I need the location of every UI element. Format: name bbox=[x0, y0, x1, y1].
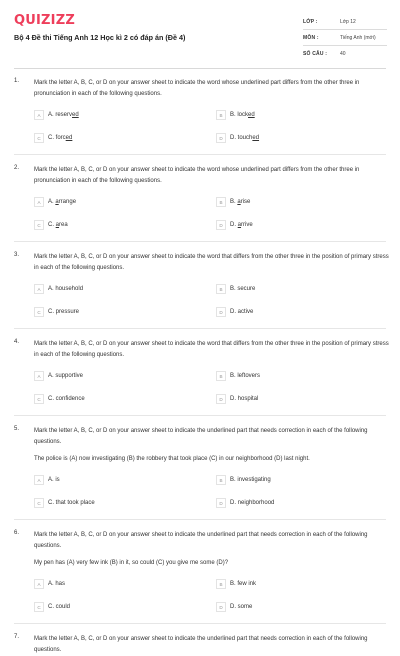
question-4 bbox=[0, 339, 400, 416]
option-letter-box: D bbox=[216, 394, 226, 404]
option-text bbox=[230, 373, 260, 379]
answer-option-d[interactable] bbox=[216, 307, 253, 317]
option-text bbox=[230, 309, 253, 315]
option-text-underlined: ed bbox=[72, 112, 79, 118]
answer-option-a[interactable] bbox=[34, 197, 76, 207]
option-letter-box: D bbox=[216, 602, 226, 612]
option-text bbox=[48, 112, 79, 118]
option-text bbox=[230, 396, 258, 402]
option-row bbox=[34, 278, 390, 301]
question-prompt: Mark the letter A, B, C, or D on your answer sheet to indicate the word whose underlined part differs from the other three in pronunciation in each of the following questions. bbox=[34, 80, 360, 97]
option-letter-box: C bbox=[34, 498, 44, 508]
option-text-pre: B. few ink bbox=[230, 581, 257, 587]
question-number: 2. bbox=[14, 165, 20, 171]
option-letter-box: A bbox=[34, 110, 44, 120]
option-text bbox=[230, 477, 271, 483]
option-text bbox=[230, 135, 259, 141]
answer-option-c[interactable] bbox=[34, 133, 72, 143]
answer-option-b[interactable] bbox=[216, 110, 255, 120]
option-text bbox=[230, 112, 255, 118]
option-letter-box: D bbox=[216, 133, 226, 143]
question-separator bbox=[14, 519, 386, 520]
option-text-pre: A. reserv bbox=[48, 112, 73, 118]
question-prompt: Mark the letter A, B, C, or D on your answer sheet to indicate the underlined part that needs correction in each of the following questions. bbox=[34, 532, 368, 549]
answer-option-b[interactable] bbox=[216, 579, 256, 589]
option-text bbox=[230, 222, 253, 228]
option-text-post: rea bbox=[59, 222, 68, 228]
meta-value: Tiếng Anh (mới) bbox=[340, 35, 376, 41]
answer-option-c[interactable] bbox=[34, 602, 70, 612]
question-6 bbox=[0, 530, 400, 624]
question-separator bbox=[14, 241, 386, 242]
option-text-pre: C. that took place bbox=[48, 500, 95, 506]
worksheet-header bbox=[0, 0, 400, 72]
option-letter-box: C bbox=[34, 307, 44, 317]
answer-option-b[interactable] bbox=[216, 371, 260, 381]
option-letter-box: D bbox=[216, 220, 226, 230]
option-letter-box: C bbox=[34, 394, 44, 404]
question-3 bbox=[0, 252, 400, 329]
question-prompt: Mark the letter A, B, C, or D on your answer sheet to indicate the underlined part that needs correction in each of the following questions. bbox=[34, 636, 368, 653]
option-text-pre: C. could bbox=[48, 604, 71, 610]
option-text-underlined: a bbox=[55, 199, 59, 205]
question-separator bbox=[14, 415, 386, 416]
option-text bbox=[48, 396, 85, 402]
option-row bbox=[34, 596, 390, 619]
option-text-pre: A. supportive bbox=[48, 373, 84, 379]
answer-option-b[interactable] bbox=[216, 475, 271, 485]
answer-options bbox=[34, 365, 390, 411]
answer-options bbox=[34, 573, 390, 619]
option-text-post: rise bbox=[240, 199, 251, 205]
option-text bbox=[48, 222, 68, 228]
option-text-pre: B. investigating bbox=[230, 477, 271, 483]
question-number: 6. bbox=[14, 530, 20, 536]
option-letter-box: B bbox=[216, 371, 226, 381]
option-text-underlined: a bbox=[55, 222, 60, 228]
option-text bbox=[48, 581, 65, 587]
question-7 bbox=[0, 634, 400, 656]
option-text-pre: A. has bbox=[48, 581, 66, 587]
question-separator bbox=[14, 328, 386, 329]
option-text bbox=[48, 604, 70, 610]
option-text-pre: D. touch bbox=[230, 135, 253, 141]
answer-option-c[interactable] bbox=[34, 307, 79, 317]
meta-value: Lớp 12 bbox=[340, 19, 356, 25]
answer-options bbox=[34, 191, 390, 237]
question-prompt: Mark the letter A, B, C, or D on your answer sheet to indicate the underlined part that needs correction in each of the following questions. bbox=[34, 428, 368, 445]
question-number: 1. bbox=[14, 78, 20, 84]
answer-option-b[interactable] bbox=[216, 284, 255, 294]
question-1 bbox=[0, 78, 400, 155]
option-letter-box: B bbox=[216, 284, 226, 294]
option-row bbox=[34, 104, 390, 127]
option-text-pre: B. lock bbox=[230, 112, 249, 118]
option-letter-box: B bbox=[216, 579, 226, 589]
option-text-underlined: a bbox=[237, 199, 241, 205]
answer-option-a[interactable] bbox=[34, 110, 79, 120]
answer-option-a[interactable] bbox=[34, 371, 83, 381]
option-text-pre: D. active bbox=[230, 309, 254, 315]
answer-option-c[interactable] bbox=[34, 394, 85, 404]
option-text-pre: B. bbox=[230, 199, 238, 205]
meta-value: 40 bbox=[340, 51, 346, 57]
option-text bbox=[48, 500, 95, 506]
question-prompt: Mark the letter A, B, C, or D on your answer sheet to indicate the word that differs from the other three in the position of primary stress in each of the following questions. bbox=[34, 341, 389, 358]
option-letter-box: D bbox=[216, 307, 226, 317]
option-row bbox=[34, 127, 390, 150]
meta-key: MÔN : bbox=[303, 35, 319, 41]
option-text bbox=[230, 286, 255, 292]
answer-option-c[interactable] bbox=[34, 498, 95, 508]
option-letter-box: D bbox=[216, 498, 226, 508]
option-text bbox=[230, 500, 274, 506]
option-text bbox=[230, 604, 252, 610]
option-text-pre: D. some bbox=[230, 604, 253, 610]
option-letter-box: A bbox=[34, 475, 44, 485]
meta-row-subject bbox=[303, 30, 387, 46]
meta-key: SỐ CÂU : bbox=[303, 51, 328, 57]
answer-option-d[interactable] bbox=[216, 133, 259, 143]
meta-row-count bbox=[303, 46, 387, 62]
answer-option-d[interactable] bbox=[216, 498, 274, 508]
option-text-underlined: ed bbox=[65, 135, 73, 141]
option-text-underlined: ed bbox=[248, 112, 255, 118]
option-text bbox=[48, 309, 79, 315]
option-text-pre: D. neighborhood bbox=[230, 500, 275, 506]
question-sentence: The police is (A) now investigating (B) the robbery that took place (C) in our neighborhood (D) last night. bbox=[34, 456, 310, 462]
option-row bbox=[34, 214, 390, 237]
option-text bbox=[48, 373, 83, 379]
option-text-pre: C. forc bbox=[48, 135, 66, 141]
option-text-pre: C. pressure bbox=[48, 309, 80, 315]
option-text bbox=[48, 477, 60, 483]
answer-options bbox=[34, 104, 390, 150]
option-text bbox=[48, 286, 83, 292]
option-text-pre: B. secure bbox=[230, 286, 256, 292]
worksheet-title: Bộ 4 Đề thi Tiếng Anh 12 Học kì 2 có đáp án (Đề 4) bbox=[14, 33, 186, 42]
answer-options bbox=[34, 469, 390, 515]
option-row bbox=[34, 469, 390, 492]
option-text-pre: D. bbox=[230, 222, 238, 228]
option-letter-box: C bbox=[34, 133, 44, 143]
option-text-pre: B. leftovers bbox=[230, 373, 261, 379]
answer-option-d[interactable] bbox=[216, 220, 253, 230]
question-list bbox=[0, 78, 400, 656]
option-letter-box: A bbox=[34, 284, 44, 294]
option-letter-box: C bbox=[34, 602, 44, 612]
option-row bbox=[34, 573, 390, 596]
answer-option-c[interactable] bbox=[34, 220, 68, 230]
question-number: 5. bbox=[14, 426, 20, 432]
question-number: 7. bbox=[14, 634, 20, 640]
option-text-underlined: a bbox=[237, 222, 242, 228]
option-letter-box: C bbox=[34, 220, 44, 230]
option-letter-box: A bbox=[34, 579, 44, 589]
question-prompt: Mark the letter A, B, C, or D on your answer sheet to indicate the word whose underlined part differs from the other three in pronunciation in each of the following questions. bbox=[34, 167, 360, 184]
option-text-pre: A. bbox=[48, 199, 56, 205]
answer-option-b[interactable] bbox=[216, 197, 250, 207]
option-text-post: rrange bbox=[58, 199, 77, 205]
option-text bbox=[48, 199, 76, 205]
option-row bbox=[34, 492, 390, 515]
option-row bbox=[34, 191, 390, 214]
quizizz-logo[interactable]: QUIZIZZ bbox=[14, 13, 75, 28]
option-letter-box: B bbox=[216, 197, 226, 207]
option-text-underlined: ed bbox=[252, 135, 260, 141]
option-text-pre: A. household bbox=[48, 286, 84, 292]
option-letter-box: A bbox=[34, 371, 44, 381]
answer-option-d[interactable] bbox=[216, 394, 258, 404]
option-letter-box: B bbox=[216, 475, 226, 485]
option-text bbox=[230, 581, 256, 587]
answer-options bbox=[34, 278, 390, 324]
option-letter-box: A bbox=[34, 197, 44, 207]
answer-option-a[interactable] bbox=[34, 475, 60, 485]
question-number: 4. bbox=[14, 339, 20, 345]
question-prompt: Mark the letter A, B, C, or D on your answer sheet to indicate the word that differs from the other three in the position of primary stress in each of the following questions. bbox=[34, 254, 389, 271]
option-text bbox=[230, 199, 250, 205]
worksheet-meta bbox=[303, 14, 387, 62]
meta-row-class bbox=[303, 14, 387, 30]
option-row bbox=[34, 301, 390, 324]
option-text-pre: D. hospital bbox=[230, 396, 259, 402]
option-text-pre: C. confidence bbox=[48, 396, 85, 402]
answer-option-a[interactable] bbox=[34, 579, 65, 589]
question-2 bbox=[0, 165, 400, 242]
option-row bbox=[34, 365, 390, 388]
header-divider bbox=[14, 68, 386, 69]
option-text-pre: C. bbox=[48, 222, 56, 228]
answer-option-d[interactable] bbox=[216, 602, 252, 612]
question-sentence: My pen has (A) very few ink (B) in it, so could (C) you give me some (D)? bbox=[34, 560, 229, 566]
question-number: 3. bbox=[14, 252, 20, 258]
option-letter-box: B bbox=[216, 110, 226, 120]
option-text bbox=[48, 135, 72, 141]
question-separator bbox=[14, 623, 386, 624]
option-text-pre: A. is bbox=[48, 477, 60, 483]
question-separator bbox=[14, 154, 386, 155]
option-text-post: rrive bbox=[241, 222, 253, 228]
option-row bbox=[34, 388, 390, 411]
question-5 bbox=[0, 426, 400, 520]
meta-key: LỚP : bbox=[303, 19, 318, 25]
answer-option-a[interactable] bbox=[34, 284, 83, 294]
